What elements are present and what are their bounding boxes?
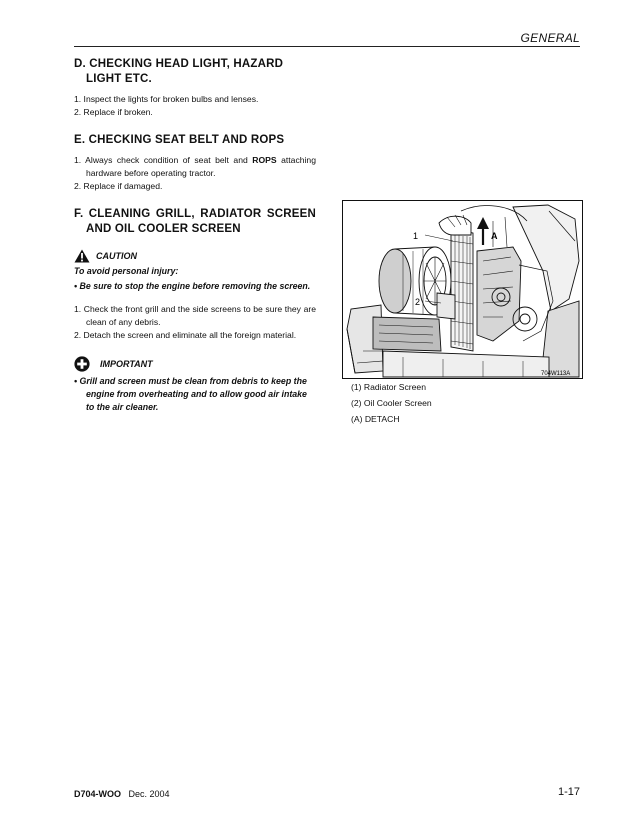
- page-number: 1-17: [557, 786, 580, 798]
- figure-code: 704W113A: [541, 371, 571, 377]
- list-item: 2. Replace if broken.: [74, 107, 153, 117]
- important-label: IMPORTANT: [100, 359, 153, 369]
- doc-date: Dec. 2004: [128, 789, 170, 799]
- list-item: 1. Always check condition of seat belt and ROPS attaching hardware before operating tractor.: [74, 155, 316, 178]
- figure-legend: [351, 379, 571, 427]
- caution-intro: To avoid personal injury:: [74, 266, 179, 276]
- legend-item: (1) Radiator Screen: [351, 382, 426, 392]
- callout-a: A: [491, 231, 498, 241]
- section-e-heading: E. CHECKING SEAT BELT AND ROPS: [74, 134, 285, 146]
- section-d-heading: D. CHECKING HEAD LIGHT, HAZARD LIGHT ETC.: [74, 58, 284, 85]
- engine-illustration: [342, 200, 583, 379]
- caution-bullet: • Be sure to stop the engine before removing the screen.: [74, 281, 311, 291]
- section-e-list: [74, 154, 316, 193]
- caution-callout: [74, 249, 316, 263]
- callout-1: 1: [413, 231, 419, 241]
- list-item: 2. Replace if damaged.: [74, 181, 163, 191]
- section-f-heading: F. CLEANING GRILL, RADIATOR SCREEN AND OIL COOLER SCREEN: [74, 208, 316, 235]
- left-column: [74, 57, 316, 414]
- legend-item: (A) DETACH: [351, 414, 400, 424]
- important-callout: [74, 356, 316, 372]
- important-bullet: • Grill and screen must be clean from debris to keep the engine from overheating and to allow good air intake to the air cleaner.: [74, 376, 307, 412]
- doc-code: D704-WOO: [74, 789, 122, 799]
- callout-2: 2: [415, 297, 421, 307]
- running-header: GENERAL: [520, 31, 580, 45]
- legend-item: (2) Oil Cooler Screen: [351, 398, 432, 408]
- footer-doc-info: [74, 789, 170, 799]
- list-item: 1. Inspect the lights for broken bulbs and lenses.: [74, 94, 259, 104]
- caution-label: CAUTION: [96, 251, 137, 261]
- tractor-engine-drawing: [343, 201, 582, 378]
- rops-term: ROPS: [252, 155, 277, 165]
- warning-triangle-icon: [74, 249, 90, 263]
- list-item: 2. Detach the screen and eliminate all the foreign material.: [74, 330, 297, 340]
- list-item: 1. Check the front grill and the side screens to be sure they are clean of any debris.: [74, 304, 316, 327]
- header-rule: [74, 46, 580, 47]
- important-plus-icon: [74, 356, 90, 372]
- section-f-list: [74, 303, 316, 342]
- section-d-list: [74, 93, 316, 119]
